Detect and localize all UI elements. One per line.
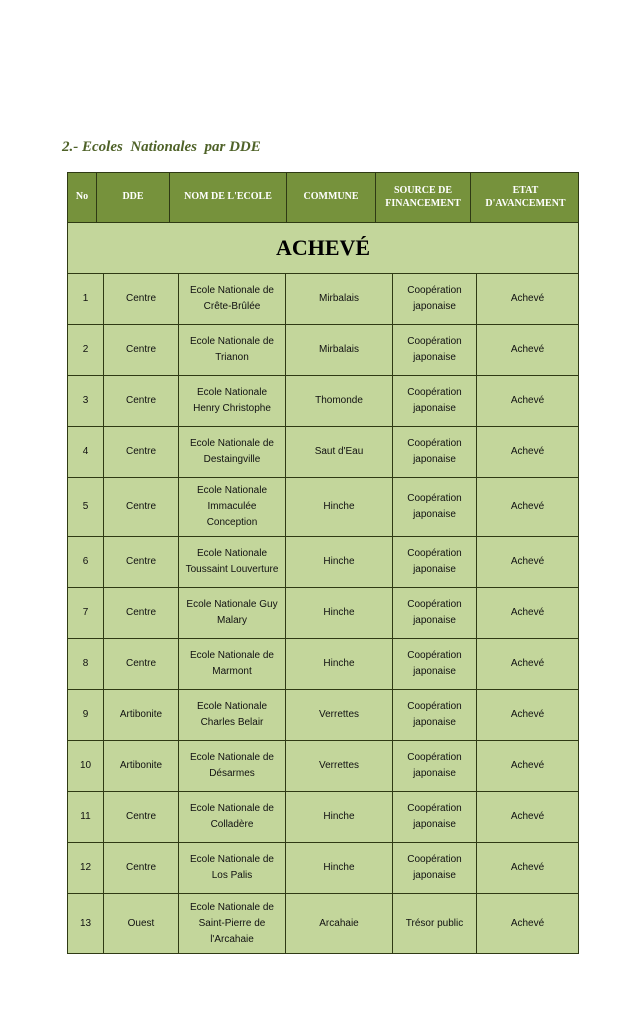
row-commune: Saut d'Eau xyxy=(286,427,393,477)
row-number: 3 xyxy=(68,376,104,426)
row-school-name: Ecole Nationale Charles Belair xyxy=(179,690,286,740)
row-funding-source: Coopération japonaise xyxy=(393,537,477,587)
row-dde: Centre xyxy=(104,537,179,587)
row-funding-source: Coopération japonaise xyxy=(393,588,477,638)
row-dde: Centre xyxy=(104,843,179,893)
row-commune: Verrettes xyxy=(286,690,393,740)
row-status: Achevé xyxy=(510,501,545,512)
schools-table xyxy=(67,222,579,954)
row-status: Achevé xyxy=(510,862,545,873)
row-status: Achevé xyxy=(510,556,545,567)
header-commune: COMMUNE xyxy=(287,173,376,222)
row-number: 2 xyxy=(68,325,104,375)
row-dde: Ouest xyxy=(104,894,179,953)
row-commune: Hinche xyxy=(286,639,393,689)
row-commune: Hinche xyxy=(286,537,393,587)
row-commune: Verrettes xyxy=(286,741,393,791)
section-title: 2.- Ecoles Nationales par DDE xyxy=(62,139,261,155)
row-school-name: Ecole Nationale de Marmont xyxy=(179,639,286,689)
row-funding-source: Coopération japonaise xyxy=(393,376,477,426)
row-commune: Mirbalais xyxy=(286,325,393,375)
row-commune: Hinche xyxy=(286,588,393,638)
row-dde: Centre xyxy=(104,274,179,324)
row-number: 1 xyxy=(68,274,104,324)
row-status: Achevé xyxy=(510,607,545,618)
row-funding-source: Coopération japonaise xyxy=(393,843,477,893)
row-dde: Centre xyxy=(104,376,179,426)
row-status: Achevé xyxy=(510,344,545,355)
row-funding-source: Coopération japonaise xyxy=(393,274,477,324)
row-status: Achevé xyxy=(510,658,545,669)
row-school-name: Ecole Nationale Immaculée Conception xyxy=(179,478,286,536)
row-number: 5 xyxy=(68,478,104,536)
row-commune: Thomonde xyxy=(286,376,393,426)
header-funding-source: SOURCE DE FINANCEMENT xyxy=(376,173,471,222)
row-number: 10 xyxy=(68,741,104,791)
row-number: 7 xyxy=(68,588,104,638)
table-row xyxy=(68,639,578,690)
row-funding-source: Coopération japonaise xyxy=(393,639,477,689)
row-number: 8 xyxy=(68,639,104,689)
row-commune: Arcahaie xyxy=(286,894,393,953)
table-row xyxy=(68,478,578,537)
row-commune: Mirbalais xyxy=(286,274,393,324)
table-row xyxy=(68,741,578,792)
row-status: Achevé xyxy=(510,293,545,304)
row-status: Achevé xyxy=(510,760,545,771)
row-status: Achevé xyxy=(510,446,545,457)
row-number: 4 xyxy=(68,427,104,477)
row-funding-source: Coopération japonaise xyxy=(393,478,477,536)
table-row xyxy=(68,274,578,325)
row-number: 9 xyxy=(68,690,104,740)
row-dde: Artibonite xyxy=(104,690,179,740)
row-funding-source: Trésor public xyxy=(393,894,477,953)
row-school-name: Ecole Nationale de Destaingville xyxy=(179,427,286,477)
row-dde: Centre xyxy=(104,792,179,842)
row-dde: Centre xyxy=(104,639,179,689)
row-number: 12 xyxy=(68,843,104,893)
table-row xyxy=(68,427,578,478)
row-school-name: Ecole Nationale Toussaint Louverture xyxy=(179,537,286,587)
header-progress-status: ETAT D'AVANCEMENT xyxy=(485,185,566,209)
row-school-name: Ecole Nationale de Trianon xyxy=(179,325,286,375)
row-school-name: Ecole Nationale de Los Palis xyxy=(179,843,286,893)
row-number: 11 xyxy=(68,792,104,842)
row-status: Achevé xyxy=(510,709,545,720)
row-number: 13 xyxy=(68,894,104,953)
header-school-name: NOM DE L'ECOLE xyxy=(170,173,287,222)
row-funding-source: Coopération japonaise xyxy=(393,792,477,842)
row-dde: Centre xyxy=(104,588,179,638)
table-row xyxy=(68,843,578,894)
row-school-name: Ecole Nationale Guy Malary xyxy=(179,588,286,638)
row-funding-source: Coopération japonaise xyxy=(393,325,477,375)
row-status: Achevé xyxy=(510,917,545,929)
row-commune: Hinche xyxy=(286,792,393,842)
row-funding-source: Coopération japonaise xyxy=(393,690,477,740)
row-school-name: Ecole Nationale Henry Christophe xyxy=(179,376,286,426)
header-dde: DDE xyxy=(97,173,170,222)
row-status: Achevé xyxy=(510,811,545,822)
row-school-name: Ecole Nationale de Désarmes xyxy=(179,741,286,791)
row-status: Achevé xyxy=(510,395,545,406)
table-row xyxy=(68,792,578,843)
row-commune: Hinche xyxy=(286,843,393,893)
row-dde: Centre xyxy=(104,427,179,477)
row-school-name: Ecole Nationale de Colladère xyxy=(179,792,286,842)
row-school-name: Ecole Nationale de Saint-Pierre de l'Arcahaie xyxy=(179,894,286,953)
header-no: No xyxy=(68,173,97,222)
row-funding-source: Coopération japonaise xyxy=(393,741,477,791)
row-funding-source: Coopération japonaise xyxy=(393,427,477,477)
table-row xyxy=(68,537,578,588)
row-dde: Centre xyxy=(104,325,179,375)
row-school-name: Ecole Nationale de Crête-Brûlée xyxy=(179,274,286,324)
table-header xyxy=(67,172,579,223)
table-row xyxy=(68,690,578,741)
row-dde: Artibonite xyxy=(104,741,179,791)
table-row xyxy=(68,376,578,427)
table-row xyxy=(68,588,578,639)
row-commune: Hinche xyxy=(286,478,393,536)
group-label: ACHEVÉ xyxy=(68,223,578,274)
table-row xyxy=(68,325,578,376)
table-row xyxy=(68,894,578,953)
row-dde: Centre xyxy=(104,478,179,536)
row-number: 6 xyxy=(68,537,104,587)
